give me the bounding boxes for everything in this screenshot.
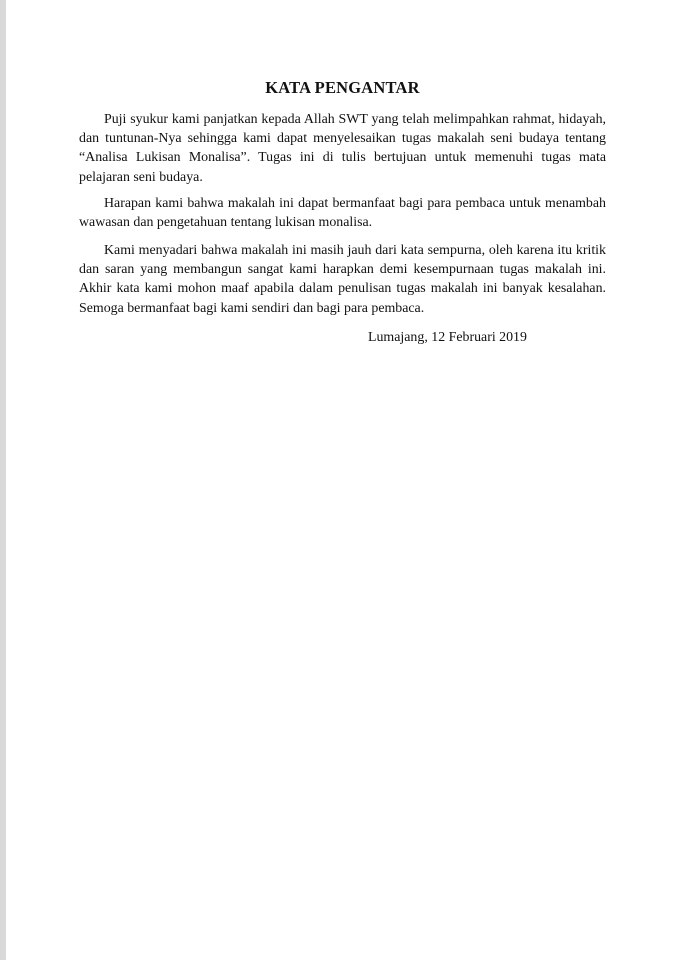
place-and-date: Lumajang, 12 Februari 2019 [368, 330, 527, 345]
paragraph-hope: Harapan kami bahwa makalah ini dapat bermanfaat bagi para pembaca untuk menambah wawasan dan pengetahuan tentang lukisan monalisa. [79, 196, 606, 231]
paragraph-closing: Kami menyadari bahwa makalah ini masih jauh dari kata sempurna, oleh karena itu kritik dan saran yang membangun sangat kami harapkan demi kesempurnaan tugas makalah ini. Akhir kata kami mohon maaf apabila dalam penulisan tugas makalah ini banyak kesalahan. Semoga bermanfaat bagi kami sendiri dan bagi para pembaca. [79, 243, 606, 316]
paragraph-opening: Puji syukur kami panjatkan kepada Allah SWT yang telah melimpahkan rahmat, hidayah, dan tuntunan-Nya sehingga kami dapat menyelesaikan tugas makalah seni budaya tentang “Analisa Lukisan Monalisa”. Tugas ini di tulis bertujuan untuk memenuhi tugas mata pelajaran seni budaya. [79, 112, 606, 185]
page-title: KATA PENGANTAR [265, 78, 420, 97]
page-left-edge [0, 0, 6, 960]
